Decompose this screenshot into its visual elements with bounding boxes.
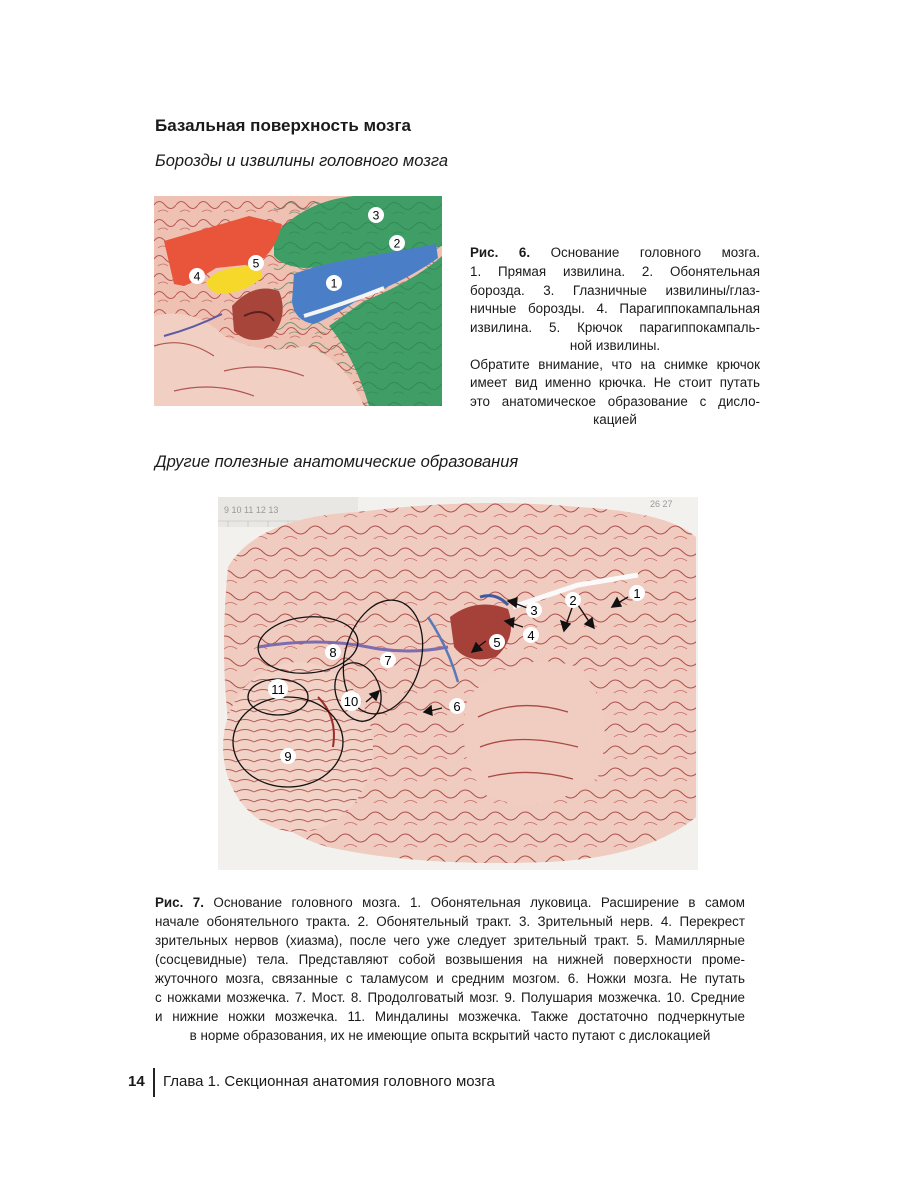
fig7-label-4: 4 bbox=[527, 628, 535, 643]
fig7-caption-line-2: начале обонятельного тракта. 2. Обонятельный тракт. 3. Зрительный нерв. 4. Перекрест bbox=[155, 914, 745, 929]
fig7-label-6: 6 bbox=[453, 699, 461, 714]
fig7-caption-line-3: зрительных нервов (хиазма), после чего уже следует зрительный тракт. 5. Мамиллярные bbox=[155, 933, 745, 948]
fig7-caption-text: Основание головного мозга. 1. Обонятельная луковица. Расширение в самом bbox=[213, 895, 745, 910]
fig6-label-1: 1 bbox=[330, 276, 338, 291]
fig6-caption-line-6: ной извилины. bbox=[569, 338, 661, 353]
fig6-caption-label: Рис. 6. bbox=[470, 245, 531, 260]
fig7-caption-line-4: (сосцевидные) тела. Представляют собой возвышения на нижней поверхности проме- bbox=[155, 952, 745, 967]
fig7-label-8: 8 bbox=[329, 645, 337, 660]
fig7-label-9: 9 bbox=[284, 749, 292, 764]
figure-7-image bbox=[218, 497, 698, 870]
fig7-label-11: 11 bbox=[271, 682, 285, 697]
fig6-caption-line-10: кацией bbox=[593, 412, 637, 427]
fig7-label-1: 1 bbox=[633, 586, 641, 601]
fig6-caption-text: Основание головного мозга. bbox=[550, 245, 760, 260]
subheading-other-structures: Другие полезные анатомические образования bbox=[155, 453, 519, 471]
fig6-caption-line-1 bbox=[470, 244, 760, 263]
figure-6-image bbox=[154, 196, 442, 406]
fig7-ruler-text: 9 10 11 12 13 bbox=[224, 505, 279, 515]
fig7-caption-line-7: и нижние ножки мозжечка. 11. Миндалины мозжечка. Также достаточно подчеркнутые bbox=[155, 1009, 745, 1024]
fig6-caption-line-2: 1. Прямая извилина. 2. Обонятельная bbox=[470, 264, 760, 279]
section-heading: Базальная поверхность мозга bbox=[155, 116, 412, 135]
fig6-label-3: 3 bbox=[372, 208, 380, 223]
fig6-caption-line-8: имеет вид именно крючка. Не стоит путать bbox=[470, 375, 760, 390]
fig7-caption-label: Рис. 7. bbox=[155, 895, 204, 910]
fig6-caption-line-5: извилина. 5. Крючок парагиппокампаль- bbox=[470, 320, 760, 335]
fig6-caption-line-9: это анатомическое образование с дисло- bbox=[470, 394, 760, 409]
fig7-caption-line-8: в норме образования, их не имеющие опыта вскрытий часто путают с дислокацией bbox=[189, 1028, 711, 1043]
fig6-label-2: 2 bbox=[393, 236, 401, 251]
fig7-caption-line-5: жуточного мозга, связанные с таламусом и средним мозгом. 6. Ножки мозга. Не путать bbox=[155, 971, 745, 986]
footer-divider bbox=[153, 1068, 155, 1097]
fig6-label-4: 4 bbox=[193, 269, 201, 284]
fig7-label-5: 5 bbox=[493, 635, 501, 650]
fig6-caption-line-7: Обратите внимание, что на снимке крючок bbox=[470, 357, 760, 372]
fig6-label-5: 5 bbox=[252, 256, 260, 271]
chapter-title: Глава 1. Секционная анатомия головного мозга bbox=[163, 1073, 495, 1090]
fig7-ruler-right: 26 27 bbox=[650, 499, 673, 509]
fig7-caption-line-6: с ножками мозжечка. 7. Мост. 8. Продолговатый мозг. 9. Полушария мозжечка. 10. Средние bbox=[155, 990, 745, 1005]
fig6-caption-line-3: борозда. 3. Глазничные извилины/глаз- bbox=[470, 283, 760, 298]
fig7-label-2: 2 bbox=[569, 593, 577, 608]
fig7-label-3: 3 bbox=[530, 603, 538, 618]
page-number: 14 bbox=[128, 1073, 145, 1090]
subheading-sulci-gyri: Борозды и извилины головного мозга bbox=[155, 152, 449, 170]
fig7-caption-line-1 bbox=[155, 893, 745, 912]
fig6-caption-line-4: ничные борозды. 4. Парагиппокампальная bbox=[470, 301, 760, 316]
fig7-label-7: 7 bbox=[384, 653, 392, 668]
fig7-label-10: 10 bbox=[343, 694, 359, 709]
